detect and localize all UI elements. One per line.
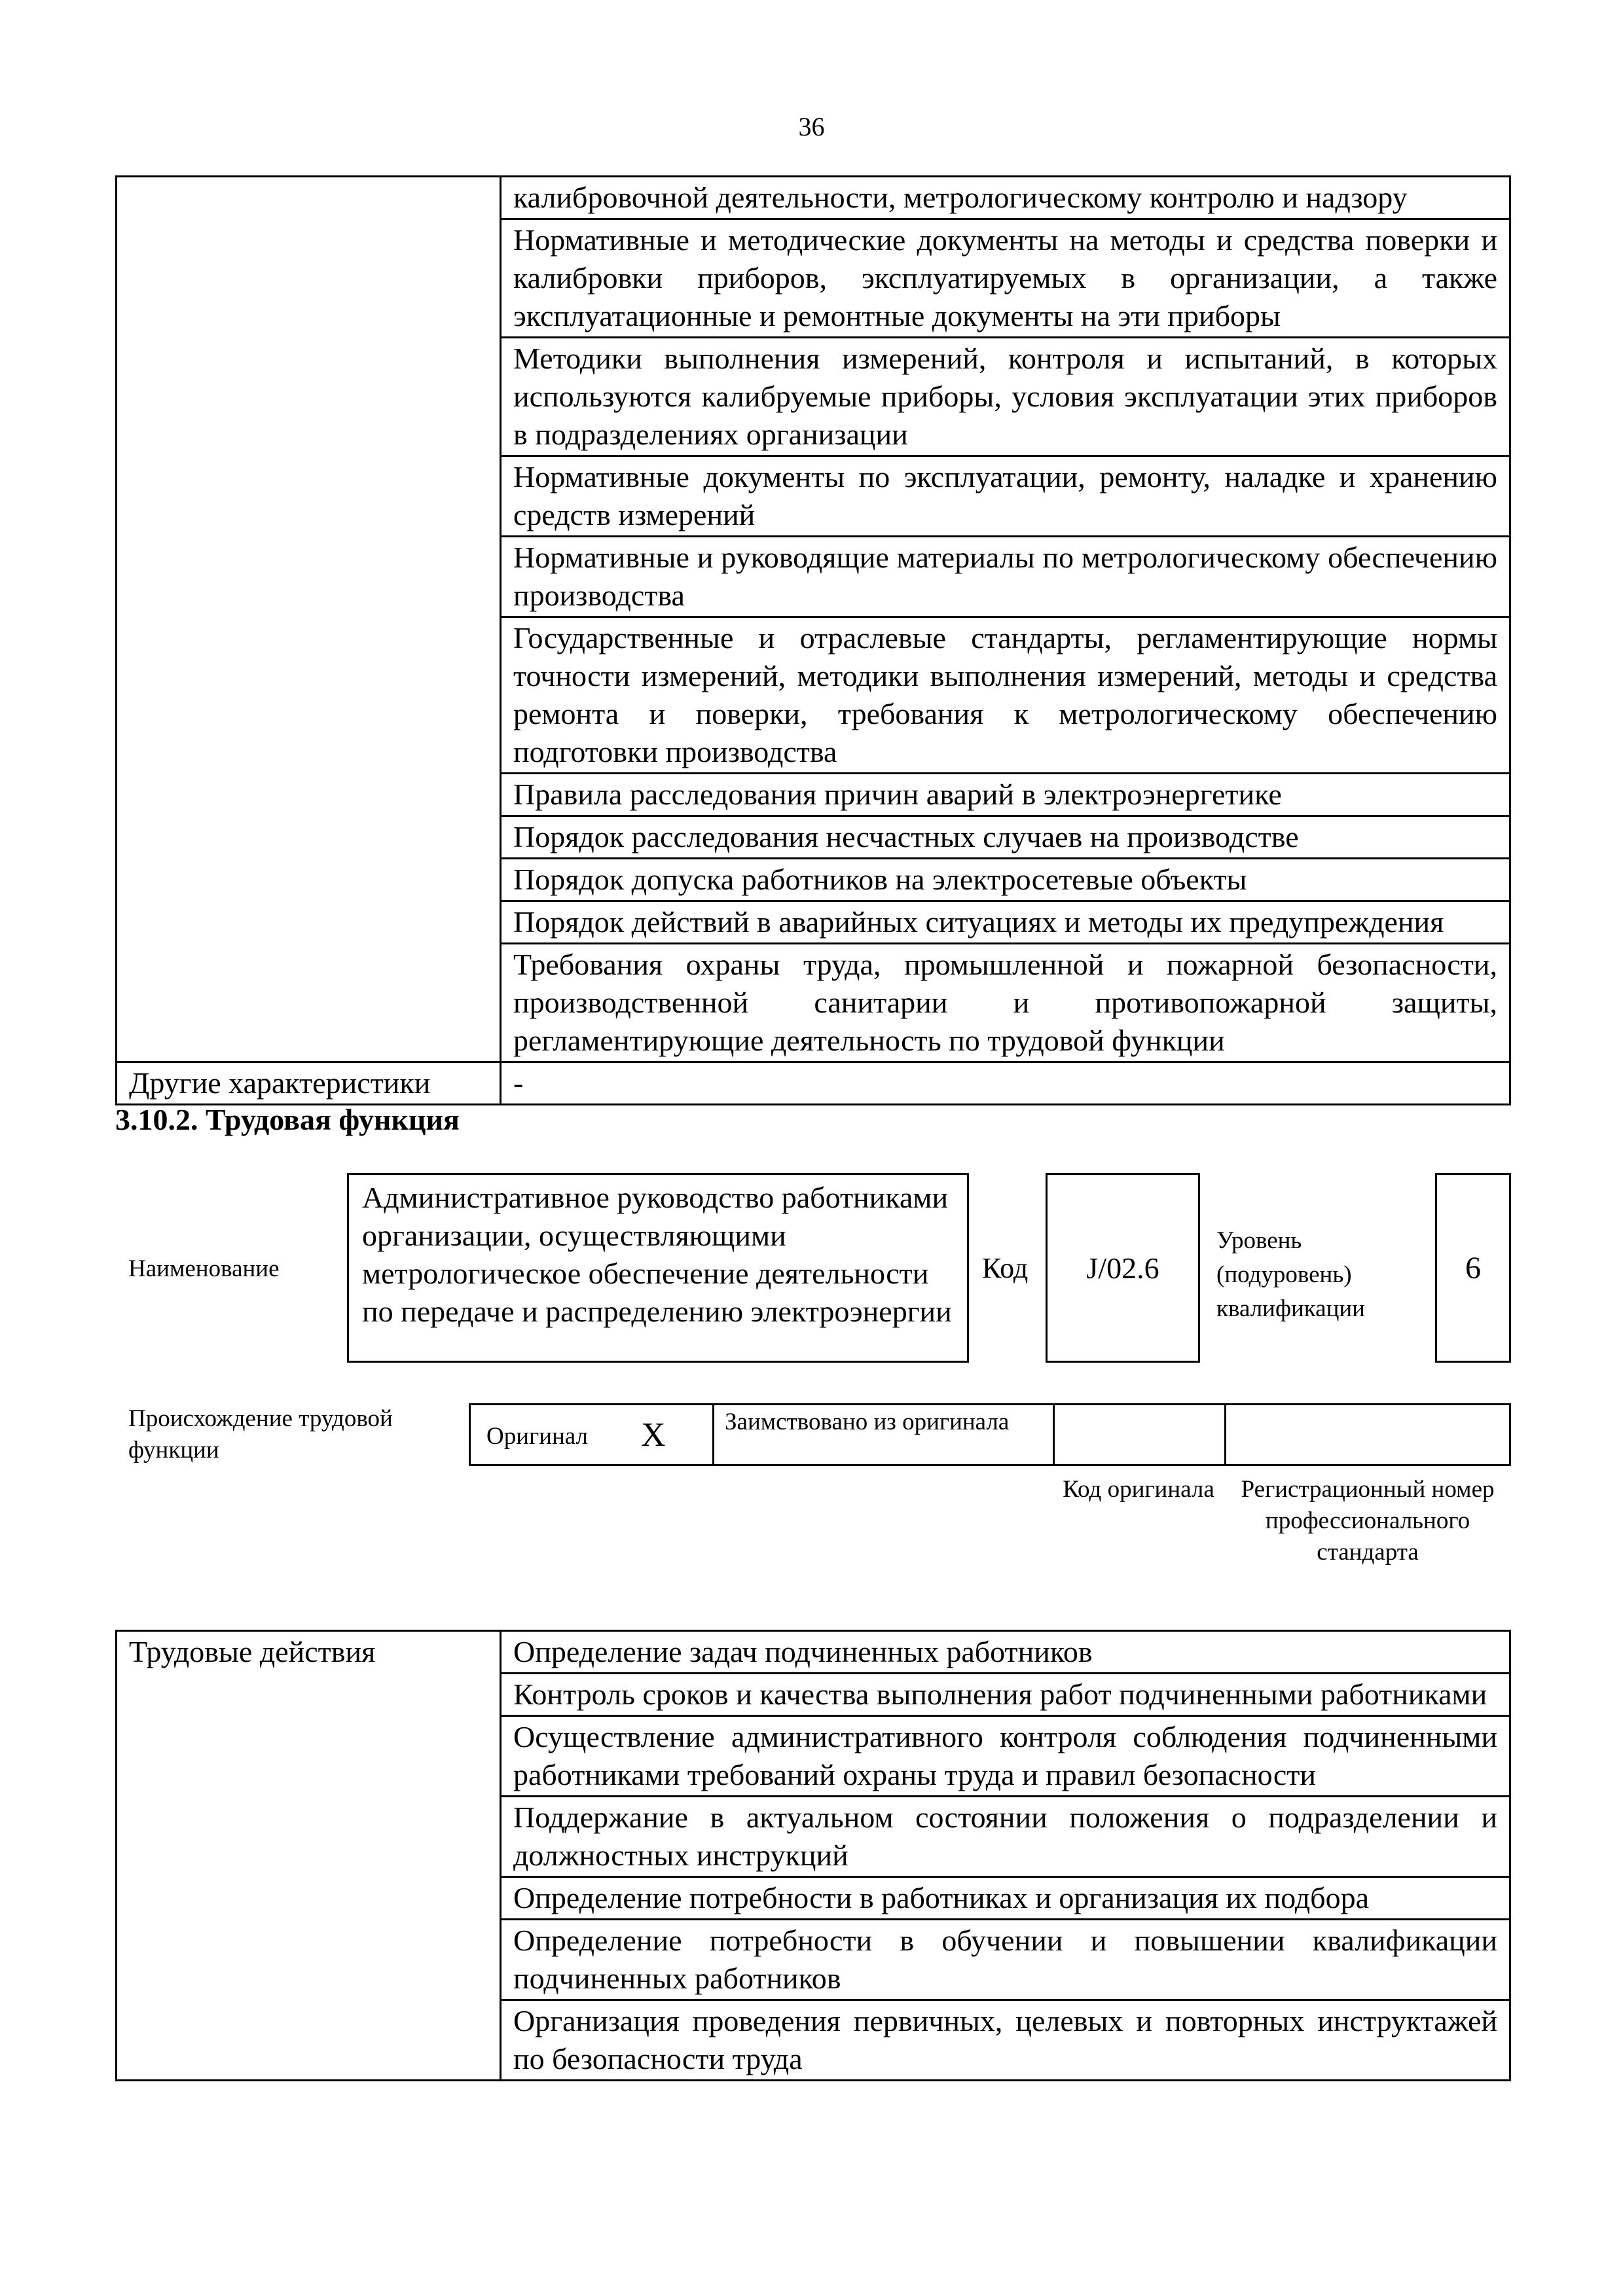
table-cell: Нормативные документы по эксплуатации, ремонту, наладке и хранению средств измерений [501, 456, 1510, 537]
origin-original-cell [471, 1405, 714, 1464]
knowledge-table [115, 175, 1511, 1105]
function-code-value: J/02.6 [1086, 1251, 1159, 1285]
other-characteristics-value: - [501, 1062, 1510, 1105]
table-cell: Нормативные и руководящие материалы по метрологическому обеспечению производства [501, 537, 1510, 617]
origin-original-label: Оригинал [486, 1423, 589, 1450]
table-cell: Нормативные и методические документы на методы и средства поверки и калибровки приборов, эксплуатируемых в организации, а также эксплуатационные и ремонтные документы на эти приборы [501, 219, 1510, 338]
table-row [117, 1631, 1510, 1674]
qualification-level-label: Уровень (подуровень) квалификации [1216, 1227, 1365, 1322]
table-cell: Определение задач подчиненных работников [501, 1631, 1510, 1674]
section-heading: 3.10.2. Трудовая функция [115, 1103, 460, 1136]
table-row [117, 177, 1510, 219]
table-cell: калибровочной деятельности, метрологическому контролю и надзору [501, 177, 1510, 219]
origin-original-mark: X [641, 1416, 666, 1454]
labor-actions-table [115, 1630, 1511, 2081]
origin-reg-number-cell [1226, 1405, 1509, 1464]
origin-label: Происхождение трудовой функции [128, 1405, 393, 1463]
table-cell: Определение потребности в работниках и организация их подбора [501, 1877, 1510, 1920]
code-original-caption: Код оригинала [1063, 1476, 1214, 1503]
table-cell: Государственные и отраслевые стандарты, регламентирующие нормы точности измерений, методики выполнения измерений, методы и средства ремонта и поверки, требования к метрологическому обеспечению подготовки производства [501, 617, 1510, 774]
table-row [117, 1062, 1510, 1105]
table-cell: Порядок действий в аварийных ситуациях и методы их предупреждения [501, 901, 1510, 944]
table-cell: Правила расследования причин аварий в электроэнергетике [501, 774, 1510, 816]
table-cell: Контроль сроков и качества выполнения работ подчиненными работниками [501, 1674, 1510, 1716]
function-code-box [1046, 1173, 1200, 1363]
function-name-box: Административное руководство работниками организации, осуществляющими метрологическое обеспечение деятельности по передаче и распределению электроэнергии [347, 1173, 969, 1363]
origin-table [469, 1403, 1511, 1466]
table-cell: Требования охраны труда, промышленной и пожарной безопасности, производственной санитарии и противопожарной защиты, регламентирующие деятельность по трудовой функции [501, 944, 1510, 1062]
page-number: 36 [798, 112, 825, 141]
table-cell: Организация проведения первичных, целевых и повторных инструктажей по безопасности труда [501, 2000, 1510, 2081]
table-cell: Порядок расследования несчастных случаев на производстве [501, 816, 1510, 859]
code-label: Код [982, 1252, 1029, 1284]
table-cell: Методики выполнения измерений, контроля и испытаний, в которых используются калибруемые приборы, условия эксплуатации этих приборов в подразделениях организации [501, 338, 1510, 456]
qualification-level-value: 6 [1465, 1250, 1481, 1285]
table-cell: Порядок допуска работников на электросетевые объекты [501, 859, 1510, 901]
name-label: Наименование [128, 1255, 280, 1282]
labor-actions-label: Трудовые действия [117, 1631, 501, 2081]
qualification-level-box [1435, 1173, 1511, 1363]
table-label-cell-empty [117, 177, 501, 1062]
table-cell: Осуществление административного контроля соблюдения подчиненными работниками требований охраны труда и правил безопасности [501, 1716, 1510, 1797]
other-characteristics-label: Другие характеристики [117, 1062, 501, 1105]
table-cell: Определение потребности в обучении и повышении квалификации подчиненных работников [501, 1920, 1510, 2000]
origin-code-cell [1055, 1405, 1226, 1464]
origin-borrowed-cell: Заимствовано из оригинала [714, 1405, 1055, 1464]
registration-number-caption: Регистрационный номер профессионального стандарта [1241, 1476, 1495, 1566]
table-cell: Поддержание в актуальном состоянии положения о подразделении и должностных инструкций [501, 1797, 1510, 1877]
